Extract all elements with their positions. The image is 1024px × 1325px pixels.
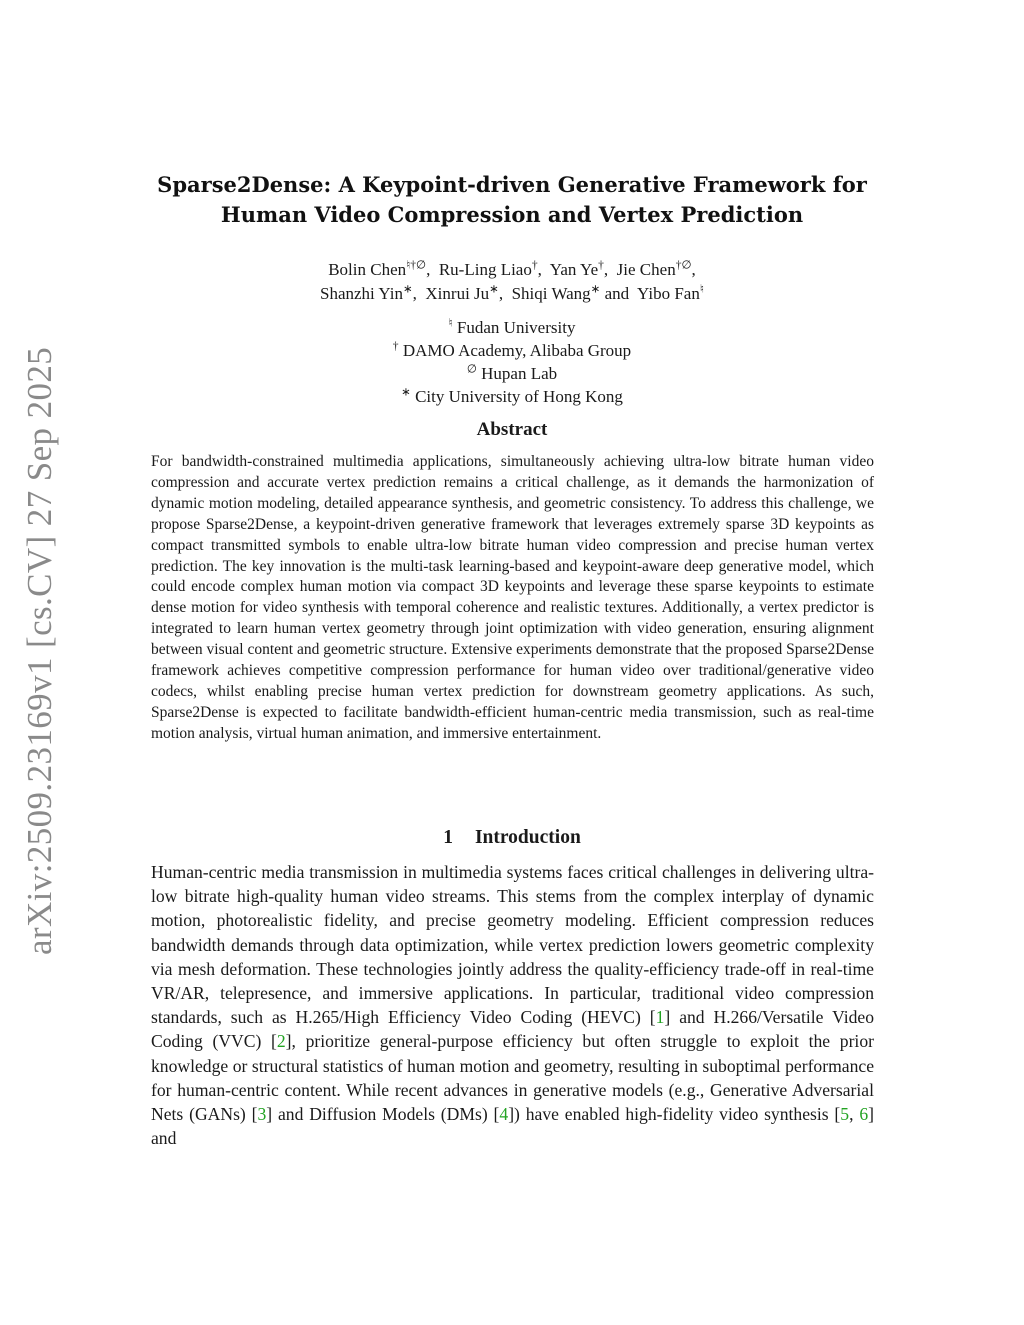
affiliation-mark: ∅ <box>466 362 477 376</box>
intro-text: ]) have enabled high-fidelity video synthesis [ <box>508 1104 841 1125</box>
author-line-2 <box>140 282 884 306</box>
author-marks: ♮ <box>699 282 704 296</box>
intro-text: ] and H.266/Versatile Video Coding (VVC) [ <box>151 1007 875 1052</box>
affiliation <box>140 385 884 408</box>
abstract-heading: Abstract <box>476 419 548 440</box>
paper-title <box>140 170 884 230</box>
author-name: Yan Ye <box>549 260 599 279</box>
affiliation-name: Fudan University <box>456 318 576 337</box>
title-line-1: Sparse2Dense: A Keypoint-driven Generative Framework for <box>157 172 867 197</box>
affiliation-mark: ♮ <box>448 316 453 330</box>
intro-text: ] and <box>151 1104 874 1149</box>
citation-link[interactable]: 3 <box>257 1104 267 1125</box>
title-line-2: Human Video Compression and Vertex Prediction <box>220 202 804 227</box>
author-marks: ∗ <box>402 282 413 296</box>
section-number: 1 <box>443 827 453 848</box>
author-marks: ∗ <box>590 282 601 296</box>
affiliation <box>140 316 884 339</box>
intro-text: ], prioritize general-purpose efficiency but often struggle to exploit the prior knowledge or structural statistics of human motion and geometry, resulting in suboptimal performance for human-centric content. While recent advances in generative models (e.g., Generative Adversarial Nets (GANs) [ <box>151 1031 874 1125</box>
affiliation-name: Hupan Lab <box>481 364 558 383</box>
author-name: Yibo Fan <box>637 284 700 303</box>
author-list <box>140 258 884 306</box>
intro-text: ] and Diffusion Models (DMs) [ <box>266 1104 500 1125</box>
citation-link[interactable]: 6 <box>859 1104 869 1125</box>
introduction-body <box>151 860 874 1150</box>
author-separator: , <box>412 284 422 303</box>
section-title: Introduction <box>474 827 581 848</box>
author-name: Shanzhi Yin <box>320 284 403 303</box>
author-marks: † <box>598 258 604 272</box>
affiliation-name: DAMO Academy, Alibaba Group <box>402 341 632 360</box>
section-heading <box>140 827 884 849</box>
affiliation-mark: † <box>392 339 399 353</box>
author-marks: † <box>531 258 538 272</box>
affiliation-name: City University of Hong Kong <box>415 387 623 406</box>
intro-text: , <box>849 1104 860 1125</box>
citation-link[interactable]: 5 <box>840 1104 850 1125</box>
author-name: Jie Chen <box>616 260 676 279</box>
affiliation-list <box>140 316 884 408</box>
intro-text: Human-centric media transmission in multimedia systems faces critical challenges in delivering ultra-low bitrate high-quality human video streams. This stems from the complex interplay of dynamic motion, photorealistic fidelity, and precise geometry modeling. Efficient compression reduces bandwidth demands through data optimization, while vertex prediction lowers geometric complexity via mesh deformation. These technologies jointly address the quality-efficiency trade-off in real-time VR/AR, telepresence, and immersive applications. In particular, traditional video compression standards, such as H.265/High Efficiency Video Coding (HEVC) [ <box>151 862 874 1028</box>
citation-link[interactable]: 2 <box>276 1031 286 1052</box>
author-separator: and <box>600 284 634 303</box>
author-marks: ∗ <box>489 282 499 296</box>
author-marks: †∅ <box>675 258 692 272</box>
citation-link[interactable]: 4 <box>499 1104 509 1125</box>
author-name: Ru-Ling Liao <box>438 260 532 279</box>
author-name: Xinrui Ju <box>425 284 490 303</box>
author-separator: , <box>537 260 547 279</box>
author-name: Bolin Chen <box>328 260 407 279</box>
author-separator: , <box>426 260 435 279</box>
author-separator: , <box>603 260 613 279</box>
author-name: Shiqi Wang <box>511 284 591 303</box>
author-marks: ♮†∅ <box>406 258 427 272</box>
affiliation <box>140 339 884 362</box>
author-separator: , <box>498 284 508 303</box>
citation-link[interactable]: 1 <box>655 1007 665 1028</box>
affiliation-mark: ∗ <box>401 385 411 399</box>
affiliation <box>140 362 884 385</box>
abstract-body: For bandwidth-constrained multimedia applications, simultaneously achieving ultra-low bitrate human video compression and accurate vertex prediction remains a critical challenge, as it demands the harmonization of dynamic motion modeling, detailed appearance synthesis, and geometric consistency. To address this challenge, we propose Sparse2Dense, a keypoint-driven generative framework that leverages extremely sparse 3D keypoints as compact transmitted symbols to enable ultra-low bitrate human video compression and precise human vertex prediction. The key innovation is the multi-task learning-based and keypoint-aware deep generative model, which could encode complex human motion via compact 3D keypoints and leverage these sparse keypoints to estimate dense motion for video synthesis with temporal coherence and realistic textures. Additionally, a vertex predictor is integrated to learn human vertex geometry through joint optimization with video generation, ensuring alignment between visual content and geometric structure. Extensive experiments demonstrate that the proposed Sparse2Dense framework achieves competitive compression performance for human video over traditional/generative video codecs, whilst enabling precise human vertex prediction for downstream geometry applications. As such, Sparse2Dense is expected to facilitate bandwidth-efficient human-centric media transmission, such as real-time motion analysis, virtual human animation, and immersive entertainment. <box>151 453 874 742</box>
author-line-1 <box>140 258 884 282</box>
arxiv-identifier: arXiv:2509.23169v1 [cs.CV] 27 Sep 2025 <box>20 346 59 955</box>
author-separator: , <box>691 260 696 279</box>
